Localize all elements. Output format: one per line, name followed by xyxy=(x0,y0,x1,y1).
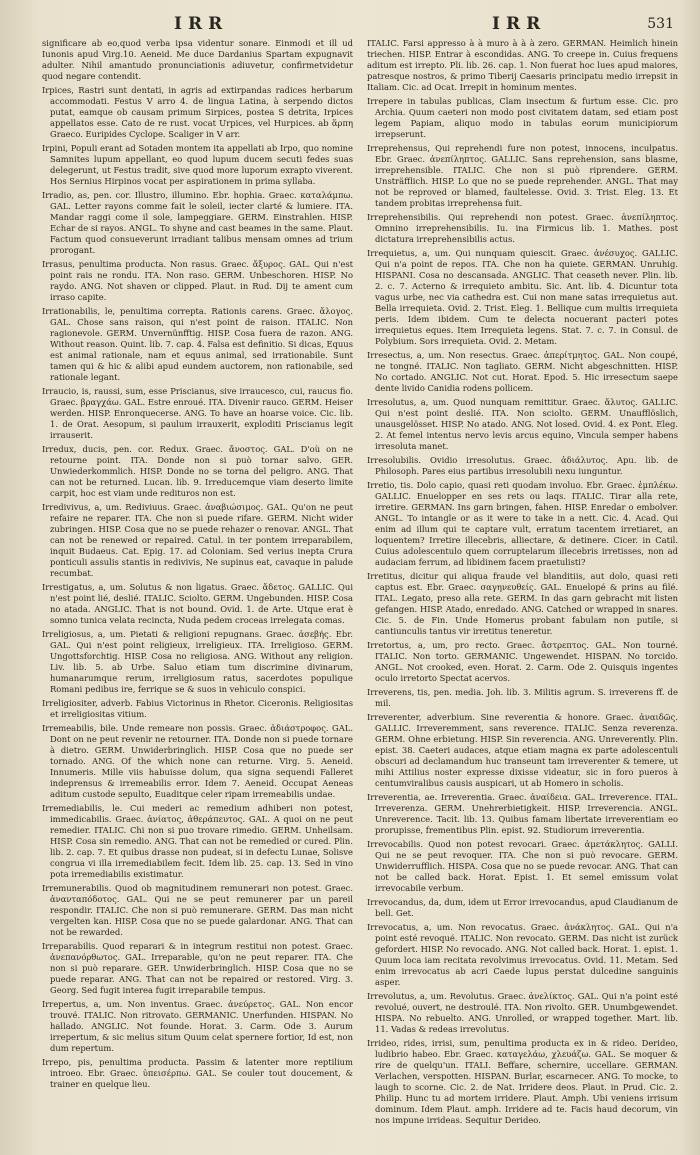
dictionary-entry: Irredivivus, a, um. Rediviuus. Graec. ἀναβιώσιμος. GAL. Qu'on ne peut refaire ne reparer. ITA. Che non si puede rifare. GERM. Nicht wider zubringen. HISP. Cosa que no se puede rehazer o renovar. ANGL. That can not be renewed or repaired. Catul. in ter pontem irreparabilem, inquit Budaeus. Cat. Epig. 17. ad Coloniam. Sed verius inepta Crura ponticuli assulis stantis in redivivis, Ne supinus eat, cavaque in palude recumbat. xyxy=(42,502,353,578)
dictionary-entry: Irreprehensus, Qui reprehendi fure non potest, innocens, inculpatus. Ebr. Graec. ἀνεπίληπτος. GALLIC. Sans reprehension, sans blasme, irreprehensible. ITALIC. Che non si può riprendere. GERM. Unsträfflich. HISP. Lo que no se puede reprehender. ANGL. That may not be reproved or blamed, faultelesse. Ovid. 3. Trist. Eleg. 13. Et tandem probitas irreprehensa fuit. xyxy=(367,143,678,208)
dictionary-entry: Irredux, ducis, pen. cor. Redux. Graec. ἄνοστος. GAL. D'où on ne retourne point. ITA. Donde non si può tornar salvo. GER. Unwiederkommlich. HISP. Donde no se torna del peligro. ANG. That can not be returned. Lucan. lib. 9. Irreducemque viam deserto limite carpit, hoc est viam unde redituros non est. xyxy=(42,444,353,498)
dictionary-entry: Irrestigatus, a, um. Solutus & non ligatus. Graec. ἄδετος. GALLIC. Qui n'est point lié, deslié. ITALIC. Sciolto. GERM. Ungebunden. HISP. Cosa no atada. ANGLIC. That is not bound. Ovid. 1. de Arte. Utque erat è somno tunica velata recincta, Nuda pedem croceas irrelegata comas. xyxy=(42,582,353,625)
dictionary-entry: Irrasus, penultima producta. Non rasus. Graec. ἄξυρος. GAL. Qui n'est point rais ne rondu. ITA. Non raso. GERM. Unbeschoren. HISP. No raydo. ANG. Not shaven or clipped. Plaut. in Rud. Dij te ament cum irraso capite. xyxy=(42,259,353,302)
dictionary-entry: Irremediabilis, le. Cui mederi ac remedium adhiberi non potest, immedicabilis. Graec. ἀνίατος, ἀθεράπευτος. GAL. A quoi on ne peut remedier. ITALIC. Chi non si puo trovare rimedio. GERM. Unheilsam. HISP. Cosa sin remedio. ANG. That can not be remedied or cured. Plin. lib. 2. cap. 7. Et quibus drasse non pudeat, si in defectu Lunae, Solisve congrua vi illa irremediabilem fecit. Idem lib. 25. cap. 13. Sed in vino pota irremediabilis existimatur. xyxy=(42,803,353,879)
left-running-head: IRR xyxy=(174,14,229,34)
dictionary-entry: Irrepere in tabulas publicas, Clam insectum & furtum esse. Cic. pro Archia. Quum caeteri non modo post civitatem datam, sed etiam post legem Papiam, aliquo modo in tabulas eorum municipiorum irrepserunt. xyxy=(367,96,678,139)
dictionary-entry: Irradio, as, pen. cor. Illustro, illumino. Ebr. hophia. Graec. καταλάμπω. GAL. Letter rayons comme fait le soleil, iecter clarté & lumiere. ITA. Mandar raggi come il sole, lampeggiare. GERM. Einstrahlen. HISP. Echar de si rayos. ANGL. To shyne and cast beames in the same. Plaut. Factum quod consueverunt irradiant talibus mensam omnes ad trium prorogant. xyxy=(42,190,353,255)
dictionary-entry: Irreverentia, ae. Irreverentia. Graec. ἀναίδεια. GAL. Irreverence. ITAL. Irreverenza. GERM. Unehrerbietigkeit. HISP. Irreverencia. ANGL. Unreverence. Tacit. lib. 13. Quibus famam libertate irreverentiam eo prorupisse, frementibus Plin. epist. 92. Studiorum irreverentia. xyxy=(367,792,678,835)
dictionary-entry: Irresectus, a, um. Non resectus. Graec. ἀπερίτμητος. GAL. Non coupé, ne tongné. ITALIC. Non tagliato. GERM. Nicht abgeschnitten. HISP. No cortado. ANGLIC. Not cut. Horat. Epod. 5. Hic irresectum saepe dente livido Canidia rodens pollicem. xyxy=(367,350,678,393)
dictionary-entry: Irrevolutus, a, um. Revolutus. Graec. ἀνελίκτος. GAL. Qui n'a point esté revolué, ouvert, ne destroulé. ITA. Non rivolto. GER. Unumbgewendet. HISPA. No rebuelto. ANG. Unrolled, or wrapped together. Mart. lib. 11. Vadas & redeas irrevolutus. xyxy=(367,991,678,1034)
dictionary-entry: Irrevocatus, a, um. Non revocatus. Graec. ἀνάκλητος. GAL. Qui n'a point esté revoqué. ITALIC. Non revocato. GERM. Das nicht ist zurück gefordert. HISP. No revocado. ANG. Not called back. Horat. 1. epist. 1. Quum loca iam recitata revolvimus irrevocatus. Ovid. 11. Metam. Sed enim irrevocatus ab acri Caede lupus perstat dulcedine sanguinis asper. xyxy=(367,922,678,987)
dictionary-entry: Irremunerabilis. Quod ob magnitudinem remunerari non potest. Graec. ἀνανταπόδοτος. GAL. Qui ne se peut remunerer par un pareil respondir. ITALIC. Che non si può remunerare. GERM. Das man nicht vergelten kan. HISP. Cosa que no se puede galardonar. ANG. That can not be rewarded. xyxy=(42,883,353,937)
dictionary-entry: Irresolutus, a, um. Quod nunquam remittitur. Graec. ἄλυτος. GALLIC. Qui n'est point deslié. ITA. Non sciolto. GERM. Unaufflöslich, unausgelösset. HISP. No atado. ANG. Not losed. Ovid. 4. ex Pont. Eleg. 2. At femel intentus nervo levis arcus equino, Vincula semper habens irresoluta manet. xyxy=(367,397,678,451)
dictionary-entry: significare ab eo,quod verba ipsa videntur sonare. Einmodi et ill ud Iunonis apud Virg.10. Aeneid. Me duce Dardanius Spartam expugnavit adulter. Nihil amantudo pronunciationis adiuvetur, confirmetvidetur quod negare contendit. xyxy=(42,38,353,81)
dictionary-entry: Irrepertus, a, um. Non inventus. Graec. ἀνεύρετος. GAL. Non encor trouvé. ITALIC. Non ritrovato. GERMANIC. Unerfunden. HISPAN. No hallado. ANGLIC. Not founde. Horat. 3. Carm. Ode 3. Aurum irrepertum, & sic melius situm Quum celat spernere fortior, Id est, non dum repertum. xyxy=(42,999,353,1053)
dictionary-entry: Irresolubilis. Ovidio irresolutus. Graec. ἀδιάλυτος. Apu. lib. de Philosoph. Pares eius partibus irresolubili nexu iunguntur. xyxy=(367,455,678,476)
dictionary-entry: Irreverenter, adverbium. Sine reverentia & honore. Graec. ἀναιδῶς. GALLIC. Irreveremment, sans reverence. ITALIC. Senza reverenza. GERM. Ohne erbietung. HISP. Sin reverencia. ANG. Unreverently. Plin. epist. 38. Caeteri audaces, atque etiam magna ex parte adolescentuli obscuri ad declamandum huc transeunt tam irreverenter & temere, ut mihi Attilius noster expresse dixisse videatur, sic in foro pueros à centumviralibus causis auspicari, ut ab Homero in scholis. xyxy=(367,712,678,788)
dictionary-entry: Irrevocabilis. Quod non potest revocari. Graec. ἀμετάκλητος. GALLI. Qui ne se peut revoquer. ITA. Che non si può revocare. GERM. Unwiderrufflich. HISPA. Cosa que no se puede revocar. ANG. That can not be called back. Horat. Epist. 1. Et semel emissum volat irrevocabile verbum. xyxy=(367,839,678,893)
dictionary-entry: Irraucio, is, raussi, sum, esse Priscianus, sive irraucesco, cui, raucus fio. Graec. βραγχάω. GAL. Estre enroué. ITA. Divenir rauco. GERM. Heiser werden. HISP. Enronquecerse. ANG. To have an hoarse voice. Cic. lib. 1. de Orat. Aesopum, si paulum irrauxerit, exploditi Priscianus legit irrauserit. xyxy=(42,386,353,440)
dictionary-entry: Irreprehensibilis. Qui reprehendi non potest. Graec. ἀνεπίληπτος. Omnino irreprehensibilis. Iu. ina Firmicus lib. 1. Mathes. post dictatura irreprehensibilis actus. xyxy=(367,212,678,244)
page-number: 531 xyxy=(647,16,674,32)
dictionary-entry: Irpini, Populi erant ad Sotaden montem ita appellati ab Irpo, quo nomine Samnites lupum appellant, eo quod lupum ducem secuti fedes suas delegerunt, ut Festus tradit, sive quod more luporum exrapto viverent. Hos Sernius Hirpinos vocat per aspirationem in prima syllaba. xyxy=(42,143,353,186)
dictionary-entry: Irreligiosus, a, um. Pietati & religioni repugnans. Graec. ἀσεβής. Ebr. GAL. Qui n'est point religieux, irreligieux. ITA. Irreligioso. GERM. Ungottsforchtig. HISP. Cosa no religiosa. ANG. Without any religion. Liv. lib. 5. ab Urbe. Saluo etiam tum discrimine divinarum, humanarumque rerum, irreligiosum ratus, sacerdotes populique Romani pedibus ire, ferrique se & suos in vehiculo conspici. xyxy=(42,629,353,694)
dictionary-entry: Irrideo, rides, irrisi, sum, penultima producta ex in & rideo. Derideo, ludibrio habeo. Ebr. Graec. καταγελάω, χλευάζω. GAL. Se moquer & rire de quelqu'un. ITALI. Beffare, schernire, uccellare. GERMAN. Verlachen, verspotten. HISPAN. Burlar, escarnecer. ANG. To mocke, to laugh to scorne. Cic. 2. de Nat. Irridere deos. Plaut. in Prud. Cic. 2. Philip. Hunc tu ad mortem irridere. Plaut. Amph. Ubi veniens irrisum dominum. Idem Plaut. amph. Irridere ad te. Facis haud decorum, vin nos impune irrideas. Sequitur Derideo. xyxy=(367,1038,678,1125)
dictionary-entry: Irrepo, pis, penultima producta. Passim & latenter more reptilium introeo. Ebr. Graec. ὑπεισέρπω. GAL. Se couler tout doucement, & trainer en quelque lieu. xyxy=(42,1057,353,1089)
dictionary-entry: Irrevocandus, da, dum, idem ut Error irrevocandus, apud Claudianum de bell. Get. xyxy=(367,897,678,918)
right-running-head: IRR xyxy=(492,14,547,34)
left-column xyxy=(42,38,353,1143)
dictionary-entry: Irrationabilis, le, penultima correpta. Rationis carens. Graec. ἄλογος. GAL. Chose sans raison, qui n'est point de raison. ITALIC. Non ragionevole. GERM. Unvernünfftig. HISP. Cosa fuera de razon. ANG. Without reason. Quint. lib. 7. cap. 4. Falsa est definitio. Si dicas, Equus est animal rationale, nam et equus animal, sed irrationabile. Sunt tamen qui & hic & alibi apud eundem auctorem, non rationabile, sed rationale legant. xyxy=(42,306,353,382)
dictionary-entry: Irreligiositer, adverb. Fabius Victorinus in Rhetor. Ciceronis. Religiositas et irreligiositas vitium. xyxy=(42,698,353,719)
dictionary-entry: Irrequietus, a, um. Qui nunquam quiescit. Graec. ἀνέσυχος. GALLIC. Qui n'a point de repos. ITA. Che non ha quiete. GERMAN. Unruhig. HISPANI. Cosa no descansada. ANGLIC. That ceaseth never. Plin. lib. 2. c. 7. Acterno & irrequieto ambitu. Sic. Ant. lib. 4. Dicuntur tota vagus urbe, nec via cathedra est. Cui non mane satas irrequietus aut. Bella irrequieta. Ovid. 2. Trist. Eleg. 1. Bellique cum multis irrequieta peris. Idem ibidem. Cum te delecta nocuerant pacteri potes irrequietus eques. Item Irrequieta legens. Stat. 7. c. 7. in Consul. de Polybium. Sors irrequieta. Ovid. 2. Metam. xyxy=(367,248,678,346)
dictionary-entry: Irpices, Rastri sunt dentati, in agris ad extirpandas radices herbarum accommodati. Festus V arro 4. de lingua Latina, à serpendo dictos putat, eamque ob causam primum Sirpices, postea S detrita, Irpices appellatos esse. Cato de re rust. vocat Urpices, vel Hurpices. ab ἅρπη Graeco. Euripides Cyclope. Scaliger in V arr. xyxy=(42,85,353,139)
page-header xyxy=(42,14,678,38)
dictionary-entry: Irreverens, tis, pen. media. Joh. lib. 3. Militis agrum. S. irreverens ff. de mil. xyxy=(367,687,678,708)
right-column xyxy=(367,38,678,1143)
dictionary-entry: Irremeabilis, bile. Unde remeare non possis. Graec. ἀδιάστροφος. GAL. Dont on ne peut revenir ne retourner. ITA. Donde non si puede tornare à dietro. GERM. Unwiderbringlich. HISP. Cosa que no puede ser tornado. ANG. Of the which none can returne. Virg. 5. Aeneid. Innumeris. Mille viis habuisse dolum, qua signa sequendi Falleret indeprensus & irremeabilis error. Idem 7. Aeneid. Occupat Aeneas aditum custode sepulto, Euaditque celer ripam irremeabilis undae. xyxy=(42,723,353,799)
dictionary-entry: Irreparabilis. Quod reparari & in integrum restitui non potest. Graec. ἀνεπανόρθωτος. GAL. Irreparable, qu'on ne peut reparer. ITA. Che non si può reparare. GER. Unwiderbringlich. HISP. Cosa que no se puede reparar. ANG. That can not be repaired or restored. Virg. 3. Georg. Sed fugit interea fugit irreparabile tempus. xyxy=(42,941,353,995)
text-columns xyxy=(42,38,678,1143)
dictionary-entry: Irretitus, dicitur qui aliqua fraude vel blanditiis, aut dolo, quasi reti captus est. Ebr. Graec. σαγηνευθείς. GAL. Enuelopé & prins au filé. ITAL. Legato, preso alla rete. GERM. In das garn gebracht mit listen gefangen. HISP. Atado, enredado. ANG. Catched or wrapped in snares. Cic. 5. de Fin. Unde Homerus probant fabulam non putile, si cantiunculis tantus vir irretitus teneretur. xyxy=(367,571,678,636)
dictionary-entry: Irretio, tis. Dolo capio, quasi reti quodam involuo. Ebr. Graec. ἐμπλέκω. GALLIC. Enuelopper en ses rets ou laqs. ITALIC. Tirar alla rete, irretire. GERMAN. Ins garn bringen, fahen. HISP. Enredar o embolver. ANGL. To intangle or as it were to take in a nett. Cic. 4. Acad. Qui enim ad illum qui te captare vult, erratum tacentem irretiaret, an loquentem? Irretire illecebris, alliectare, & detinere. Cicer. in Catil. Cuius adolescentulo quem corruptelarum illecebris irretisses, non ad audaciam ferrum, ad libidinem facem praetulisti? xyxy=(367,480,678,567)
dictionary-entry: Irretortus, a, um, pro recto. Graec. ἄστρεπτος. GAL. Non tourné. ITALIC. Non torto. GERMANIC. Ungewendet. HISPAN. No torcido. ANGL. Not crooked, even. Horat. 2. Carm. Ode 2. Quisquis ingentes oculo irretorto Spectat acervos. xyxy=(367,640,678,683)
dictionary-entry: ITALIC. Farsi appresso à à muro à à à zero. GERMAN. Heimlich hinein triechen. HISP. Entrar à escondidas. ANG. To creepe in. Cuius frequens aditum est irrepto. Pli. lib. 26. cap. 1. Non fuerat hoc lues apud maiores, patresque nostros, & primo Tiberij Caesaris principatu medio irrepsit in Italiam. Cic. ad Ocat. Irrepit in hominum mentes. xyxy=(367,38,678,92)
